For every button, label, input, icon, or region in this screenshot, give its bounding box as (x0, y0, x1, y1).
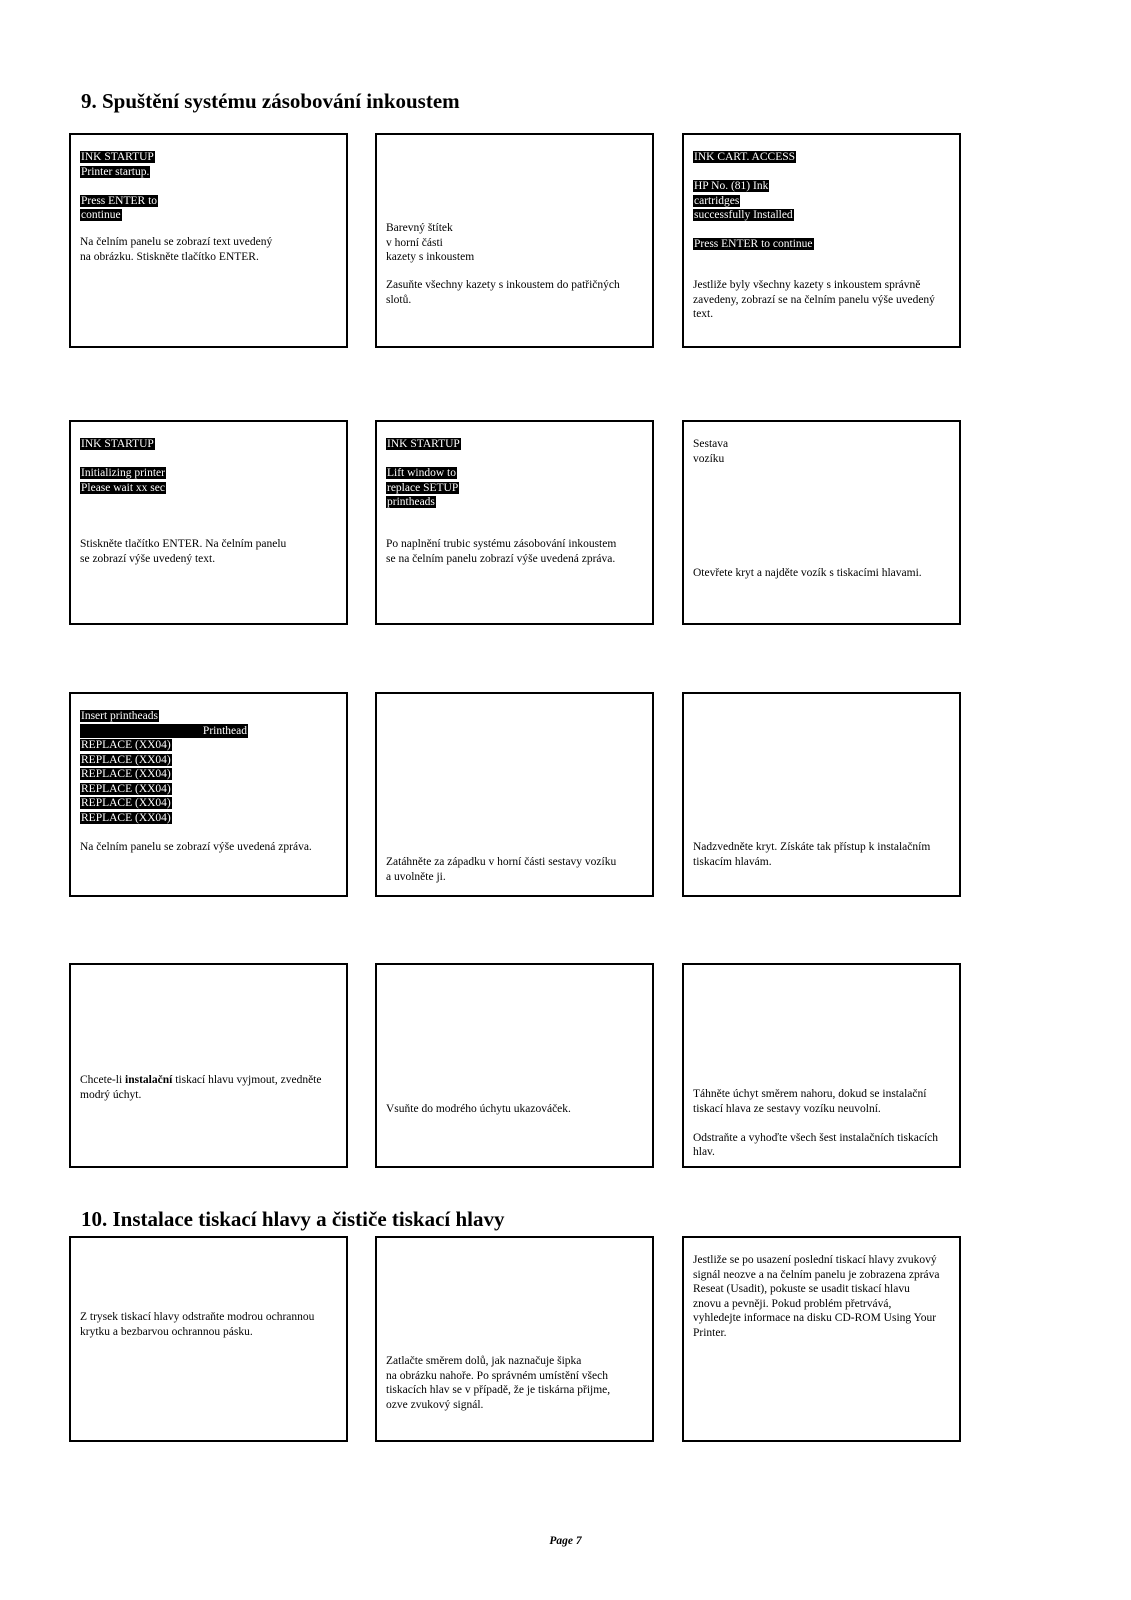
step-instruction (80, 537, 337, 566)
instruction-line: Jestliže se po usazení poslední tiskací hlavy zvukový (693, 1254, 937, 1266)
lcd-line: HP No. (81) Ink (694, 180, 769, 192)
callout-line: Barevný štítek (386, 222, 453, 234)
lcd-line: REPLACE (XX04) (81, 797, 171, 809)
step-instruction (386, 537, 643, 566)
lcd-line: continue (81, 209, 121, 221)
instruction-line: Z trysek tiskací hlavy odstraňte modrou ochrannou (80, 1311, 315, 1323)
callout-line: vozíku (693, 452, 725, 465)
front-panel-display (693, 150, 814, 252)
step-panel-3 (682, 133, 961, 348)
lcd-line: Initializing printer (81, 467, 165, 479)
step-instruction (693, 1253, 950, 1340)
instruction-line: tiskacím hlavám. (693, 855, 772, 868)
instruction-line: Po naplnění trubic systému zásobování inkoustem (386, 538, 617, 550)
instruction-line: Vsuňte do modrého úchytu ukazováček. (386, 1103, 571, 1115)
step-instruction (693, 1087, 950, 1160)
lcd-line: REPLACE (XX04) (81, 753, 171, 766)
step-panel-15 (682, 1236, 961, 1442)
lcd-line: Press ENTER to (81, 194, 158, 207)
instruction-line: Zatlačte směrem dolů, jak naznačuje šipka (386, 1355, 582, 1367)
instruction-line: tiskacích hlav se v případě, že je tiskárna přijme, (386, 1384, 611, 1396)
lcd-line: INK STARTUP (81, 438, 154, 450)
front-panel-display (80, 437, 166, 495)
lcd-line: Press ENTER to continue (694, 238, 813, 250)
step-panel-4 (69, 420, 348, 625)
lcd-line: REPLACE (XX04) (81, 811, 171, 824)
instruction-line: tiskací hlava ze sestavy vozíku neuvolní. (693, 1102, 881, 1115)
callout-line: kazety s inkoustem (386, 251, 475, 263)
step-panel-9 (682, 692, 961, 897)
instruction-line: zavedeny, zobrazí se na čelním panelu výše uvedený (693, 293, 935, 306)
lcd-line: Printer startup. (81, 165, 150, 178)
step-panel-8 (375, 692, 654, 897)
lcd-line: INK STARTUP (81, 151, 154, 163)
step-panel-10 (69, 963, 348, 1168)
step-instruction (386, 278, 643, 307)
instruction-line: Printer. (693, 1326, 727, 1339)
instruction-line: hlav. (693, 1146, 715, 1158)
callout-line: Sestava (693, 438, 729, 450)
instruction-line: na obrázku. Stiskněte tlačítko ENTER. (80, 250, 259, 263)
lcd-line: INK STARTUP (387, 438, 460, 450)
lcd-line: REPLACE (XX04) (81, 768, 171, 780)
step-panel-14 (375, 1236, 654, 1442)
instruction-line: a uvolněte ji. (386, 870, 446, 883)
section-10-title: 10. Instalace tiskací hlavy a čističe tiskací hlavy (81, 1207, 505, 1231)
step-panel-2 (375, 133, 654, 348)
step-instruction (80, 235, 337, 264)
instruction-line: Na čelním panelu se zobrazí výše uvedená zpráva. (80, 841, 312, 853)
instruction-line: Zatáhněte za západku v horní části sestavy vozíku (386, 856, 617, 868)
step-panel-7 (69, 692, 348, 897)
instruction-line: Zasuňte všechny kazety s inkoustem do patřičných (386, 279, 620, 291)
lcd-line: REPLACE (XX04) (81, 782, 171, 795)
instruction-line: Odstraňte a vyhoďte všech šest instalačních tiskacích (693, 1131, 939, 1144)
instruction-line: krytku a bezbarvou ochrannou pásku. (80, 1325, 253, 1338)
front-panel-display (80, 150, 158, 223)
instruction-line: ozve zvukový signál. (386, 1398, 484, 1411)
instruction-line: Nadzvedněte kryt. Získáte tak přístup k instalačním (693, 841, 931, 853)
step-instruction (80, 840, 337, 855)
step-instruction (80, 1073, 337, 1102)
lcd-line: successfully Installed (694, 209, 793, 221)
instruction-line: Otevřete kryt a najděte vozík s tiskacími hlavami. (693, 567, 922, 579)
instruction-text: Chcete-li (80, 1074, 126, 1086)
front-panel-display (386, 437, 461, 510)
instruction-line: Stiskněte tlačítko ENTER. Na čelním panelu (80, 538, 287, 550)
instruction-line: se na čelním panelu zobrazí výše uvedená zpráva. (386, 552, 616, 565)
instruction-line: modrý úchyt. (80, 1088, 142, 1101)
lcd-line: REPLACE (XX04) (81, 739, 171, 751)
instruction-line: vyhledejte informace na disku CD-ROM Using Your (693, 1312, 937, 1324)
step-instruction (693, 278, 950, 322)
lcd-line: cartridges (694, 194, 740, 207)
lcd-line: Please wait xx sec (81, 481, 165, 494)
instruction-line: text. (693, 308, 714, 320)
figure-callout (386, 221, 643, 265)
step-panel-11 (375, 963, 654, 1168)
page-number: Page 7 (549, 1535, 582, 1547)
step-instruction (386, 855, 643, 884)
instruction-line: znovu a pevněji. Pokud problém přetrvává, (693, 1297, 892, 1310)
instruction-line: slotů. (386, 293, 412, 306)
lcd-line: INK CART. ACCESS (694, 151, 796, 163)
instruction-line: Táhněte úchyt směrem nahoru, dokud se instalační (693, 1088, 927, 1100)
lcd-line: Insert printheads (81, 710, 158, 722)
step-instruction (80, 1310, 337, 1339)
instruction-line (80, 1073, 337, 1088)
step-instruction (386, 1354, 643, 1412)
figure-callout (693, 437, 950, 466)
instruction-text: tiskací hlavu vyjmout, zvedněte (172, 1074, 322, 1086)
step-panel-6 (682, 420, 961, 625)
instruction-line: Na čelním panelu se zobrazí text uvedený (80, 236, 273, 248)
instruction-line: Jestliže byly všechny kazety s inkoustem správně (693, 279, 921, 291)
step-panel-1 (69, 133, 348, 348)
section-9-title: 9. Spuštění systému zásobování inkoustem (81, 89, 460, 113)
callout-line: v horní části (386, 236, 443, 249)
step-instruction (693, 840, 950, 869)
lcd-line: printheads (387, 496, 435, 508)
lcd-line: Printhead (80, 724, 248, 739)
instruction-line: signál neozve a na čelním panelu je zobrazena zpráva (693, 1268, 940, 1281)
step-instruction (386, 1102, 643, 1117)
step-panel-5 (375, 420, 654, 625)
step-instruction (693, 566, 950, 581)
lcd-line: replace SETUP (387, 481, 459, 494)
instruction-emphasis: instalační (125, 1074, 173, 1086)
step-panel-13 (69, 1236, 348, 1442)
lcd-line: Lift window to (387, 467, 456, 479)
front-panel-display (80, 709, 248, 825)
instruction-line: na obrázku nahoře. Po správném umístění všech (386, 1369, 608, 1382)
step-panel-12 (682, 963, 961, 1168)
instruction-line: se zobrazí výše uvedený text. (80, 552, 216, 565)
instruction-line: Reseat (Usadit), pokuste se usadit tiskací hlavu (693, 1283, 910, 1295)
